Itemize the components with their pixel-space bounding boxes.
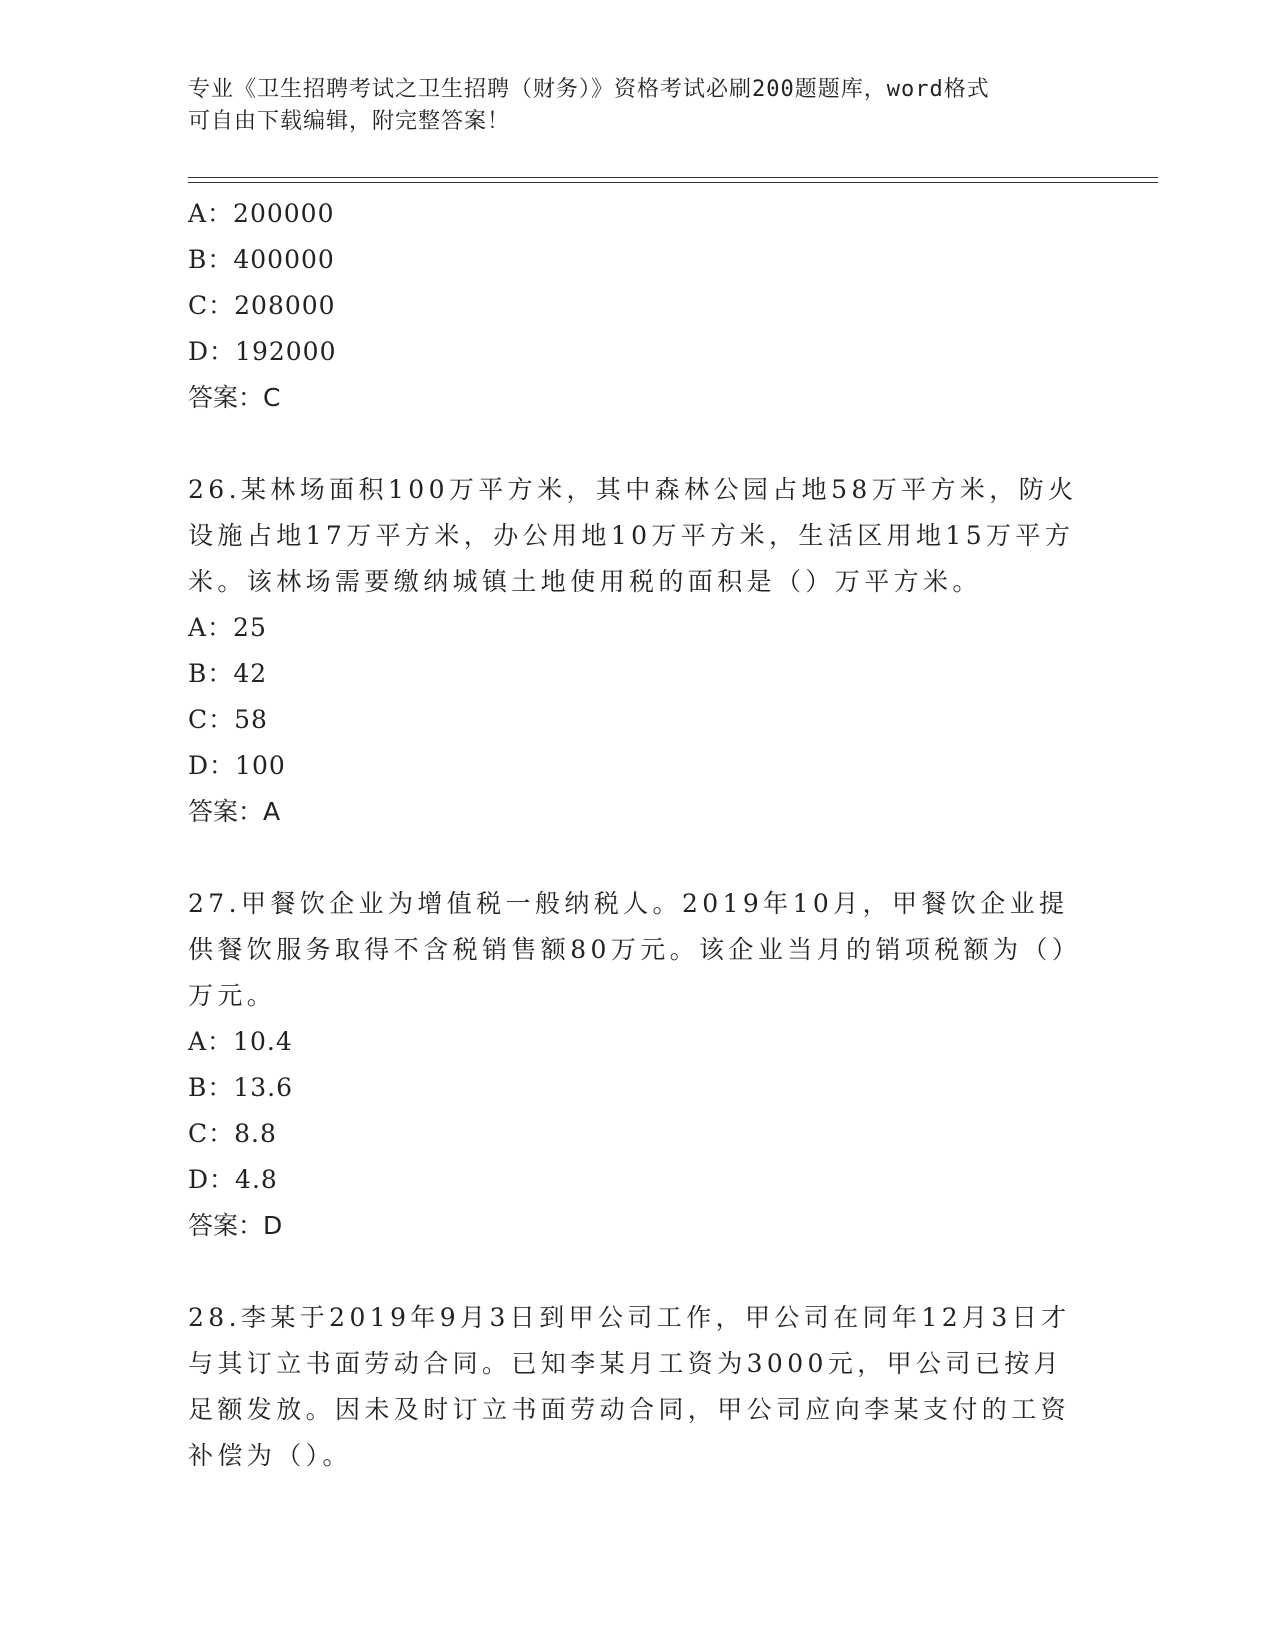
answer-line: 答案：D — [188, 1211, 283, 1240]
question-28 — [188, 1295, 1088, 1479]
answer-line: 答案：A — [188, 797, 281, 826]
document-header — [188, 74, 1088, 138]
question-27 — [188, 881, 1088, 1249]
question-stem: 28.李某于2019年9月3日到甲公司工作，甲公司在同年12月3日才与其订立书面劳动合同。已知李某月工资为3000元，甲公司已按月足额发放。因未及时订立书面劳动合同，甲公司应向李某支付的工资补偿为（）。 — [188, 1303, 1071, 1470]
option-b: B：42 — [188, 659, 268, 688]
question-26 — [188, 467, 1088, 835]
question-stem: 27.甲餐饮企业为增值税一般纳税人。2019年10月，甲餐饮企业提供餐饮服务取得不含税销售额80万元。该企业当月的销项税额为（）万元。 — [188, 889, 1082, 1010]
answer-line: 答案：C — [188, 383, 281, 412]
question-list — [188, 191, 1088, 1479]
option-d: D：4.8 — [188, 1165, 278, 1194]
option-a: A：200000 — [188, 199, 335, 228]
question-stem: 26.某林场面积100万平方米，其中森林公园占地58万平方米，防火设施占地17万平方米，办公用地10万平方米，生活区用地15万平方米。该林场需要缴纳城镇土地使用税的面积是（）万平方米。 — [188, 475, 1078, 596]
option-c: C：58 — [188, 705, 268, 734]
option-d: D：100 — [188, 751, 286, 780]
option-b: B：13.6 — [188, 1073, 294, 1102]
option-c: C：8.8 — [188, 1119, 277, 1148]
option-a: A：10.4 — [188, 1027, 293, 1056]
option-a: A：25 — [188, 613, 267, 642]
header-double-rule — [188, 177, 1158, 183]
option-d: D：192000 — [188, 337, 337, 366]
header-title-line-2: 可自由下载编辑，附完整答案！ — [188, 109, 511, 134]
option-c: C：208000 — [188, 291, 336, 320]
option-b: B：400000 — [188, 245, 335, 274]
header-title-line-1: 专业《卫生招聘考试之卫生招聘（财务）》资格考试必刷200题题库，word格式 — [188, 77, 990, 102]
question-25-continued — [188, 191, 1088, 421]
